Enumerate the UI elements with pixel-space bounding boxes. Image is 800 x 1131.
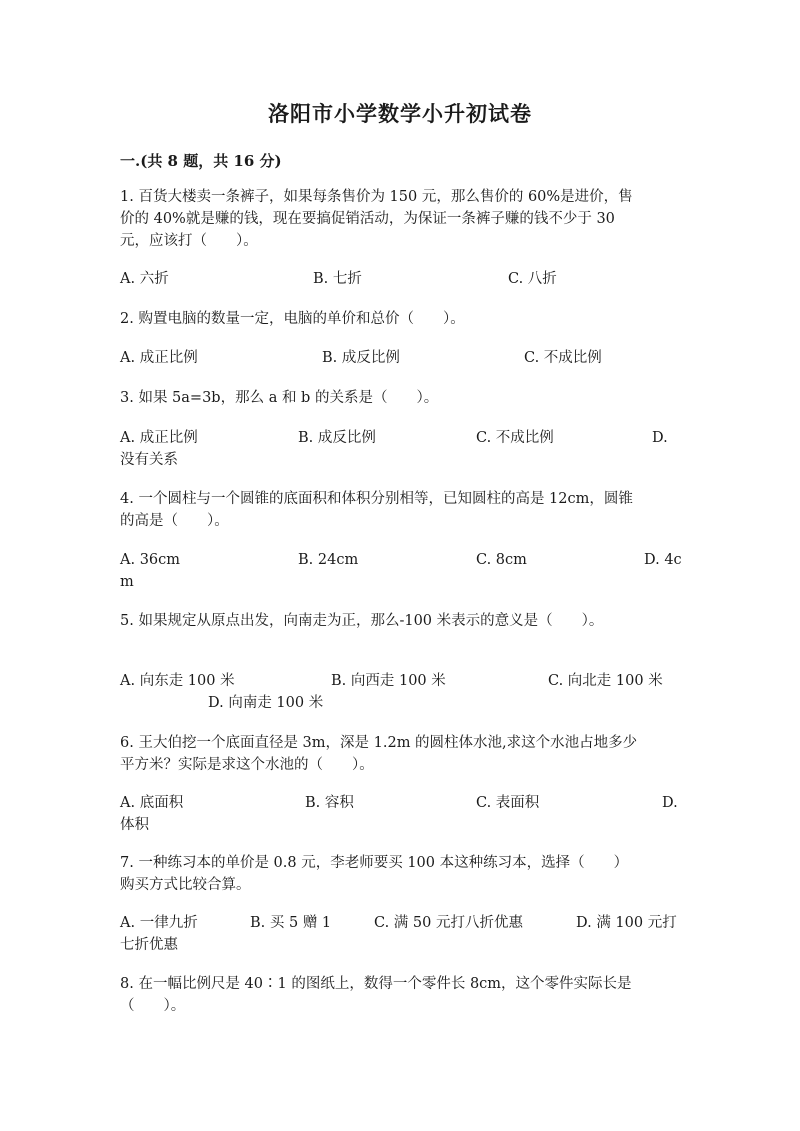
question-line: 8. 在一幅比例尺是 40∶1 的图纸上，数得一个零件长 8cm，这个零件实际长是 <box>120 976 632 992</box>
option-c[interactable]: C. 向北走 100 米 <box>548 673 663 689</box>
question-2 <box>120 308 680 330</box>
option-b[interactable]: B. 买 5 赠 1 <box>250 915 332 931</box>
option-b[interactable]: B. 向西走 100 米 <box>331 673 446 689</box>
option-c[interactable]: C. 满 50 元打八折优惠 <box>374 915 523 931</box>
page-title: 洛阳市小学数学小升初试卷 <box>268 101 532 126</box>
option-c[interactable]: C. 八折 <box>508 271 557 287</box>
option-d-continuation: 没有关系 <box>120 452 178 468</box>
option-d-continuation: 体积 <box>120 817 149 833</box>
question-line: 5. 如果规定从原点出发，向南走为正，那么-100 米表示的意义是（ ）。 <box>120 613 604 629</box>
question-6 <box>120 732 680 776</box>
question-3 <box>120 387 680 409</box>
option-d-continuation: 七折优惠 <box>120 937 178 953</box>
question-7 <box>120 852 680 896</box>
option-b[interactable]: B. 七折 <box>313 271 362 287</box>
question-line: 2. 购置电脑的数量一定，电脑的单价和总价（ ）。 <box>120 311 465 327</box>
question-line: 3. 如果 5a=3b，那么 a 和 b 的关系是（ ）。 <box>120 390 439 406</box>
question-line: 价的 40%就是赚的钱，现在要搞促销活动，为保证一条裤子赚的钱不少于 30 <box>120 211 615 227</box>
option-a[interactable]: A. 成正比例 <box>120 350 198 366</box>
option-d[interactable]: D. 满 100 元打 <box>576 915 677 931</box>
question-line: 购买方式比较合算。 <box>120 877 251 893</box>
option-c[interactable]: C. 不成比例 <box>476 430 554 446</box>
option-b[interactable]: B. 容积 <box>305 795 354 811</box>
option-d-continuation: m <box>120 574 134 590</box>
option-a[interactable]: A. 六折 <box>120 271 169 287</box>
option-a[interactable]: A. 底面积 <box>120 795 184 811</box>
option-b[interactable]: B. 成反比例 <box>322 350 400 366</box>
question-4 <box>120 488 680 532</box>
question-line: 平方米？实际是求这个水池的（ ）。 <box>120 757 374 773</box>
option-a[interactable]: A. 向东走 100 米 <box>120 673 235 689</box>
question-line: 7. 一种练习本的单价是 0.8 元，李老师要买 100 本这种练习本，选择（ ） <box>120 855 629 871</box>
question-line: 6. 王大伯挖一个底面直径是 3m，深是 1.2m 的圆柱体水池,求这个水池占地多少 <box>120 735 638 751</box>
option-b[interactable]: B. 成反比例 <box>298 430 376 446</box>
option-b[interactable]: B. 24cm <box>298 552 359 568</box>
option-d[interactable]: D. 向南走 100 米 <box>208 695 324 711</box>
question-1 <box>120 186 680 252</box>
option-d[interactable]: D. <box>652 430 668 446</box>
option-d[interactable]: D. <box>662 795 678 811</box>
section-heading: 一.(共 8 题，共 16 分) <box>120 152 282 170</box>
option-c[interactable]: C. 表面积 <box>476 795 540 811</box>
option-c[interactable]: C. 不成比例 <box>524 350 602 366</box>
option-a[interactable]: A. 成正比例 <box>120 430 198 446</box>
option-d[interactable]: D. 4c <box>644 552 682 568</box>
option-a[interactable]: A. 一律九折 <box>120 915 198 931</box>
question-line: 4. 一个圆柱与一个圆锥的底面积和体积分别相等，已知圆柱的高是 12cm，圆锥 <box>120 491 633 507</box>
option-c[interactable]: C. 8cm <box>476 552 527 568</box>
question-5 <box>120 610 680 632</box>
question-line: 元，应该打（ ）。 <box>120 233 258 249</box>
question-line: 的高是（ ）。 <box>120 513 229 529</box>
option-a[interactable]: A. 36cm <box>120 552 181 568</box>
question-line: （ ）。 <box>120 998 186 1014</box>
question-line: 1. 百货大楼卖一条裤子，如果每条售价为 150 元，那么售价的 60%是进价，售 <box>120 189 633 205</box>
question-8 <box>120 973 680 1017</box>
